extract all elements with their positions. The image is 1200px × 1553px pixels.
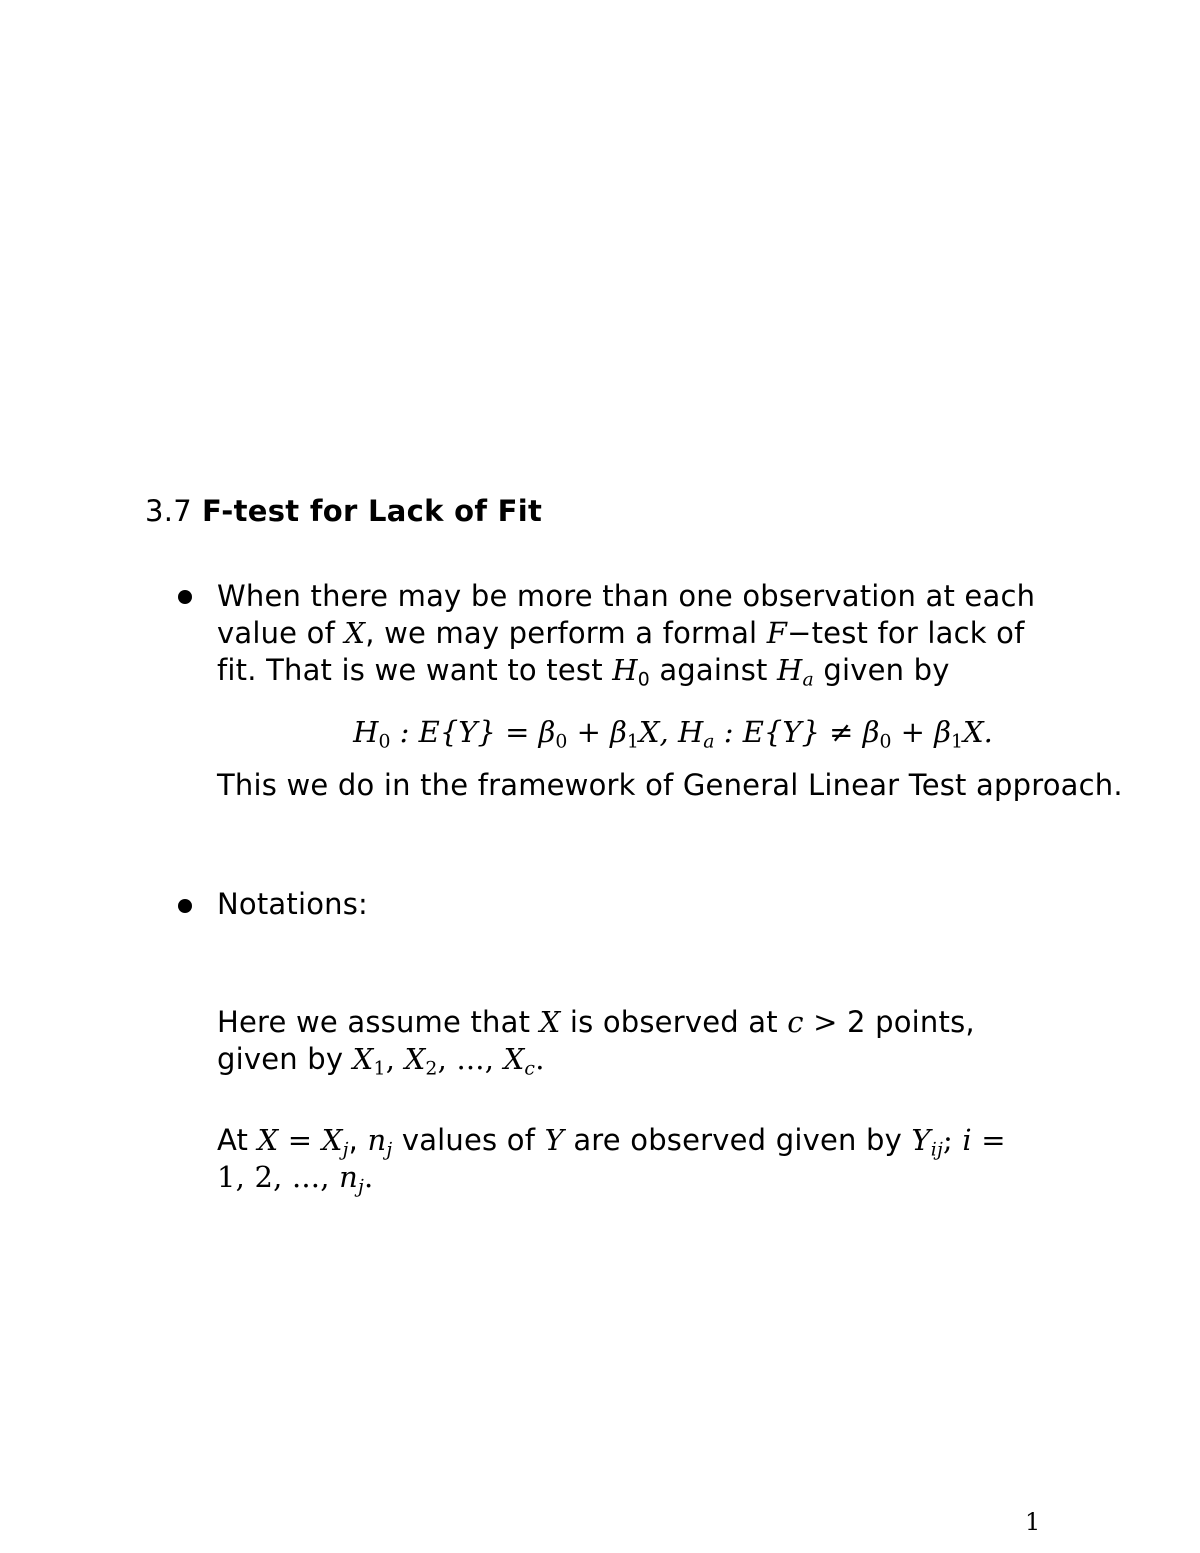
bullet-1-line-3: fit. That is we want to test $H_0$ against $H_a$ given by [217, 653, 950, 691]
bullet-dot-1 [178, 590, 192, 604]
notations-label: Notations: [217, 887, 369, 921]
observations-paragraph [217, 1122, 1129, 1196]
bullet-1-line-2: value of X, we may perform a formal F−test for lack of [217, 616, 1025, 650]
bullet-1-text [217, 578, 1129, 689]
assumption-line-1: Here we assume that X is observed at c > 2 points, [217, 1005, 975, 1039]
framework-paragraph: This we do in the framework of General Linear Test approach. [217, 768, 1123, 802]
page-number: 1 [1025, 1508, 1041, 1536]
section-number: 3.7 [145, 494, 193, 528]
observations-line-2: 1, 2, ..., $n_j$. [217, 1160, 374, 1198]
section-heading [145, 494, 542, 528]
section-title: F-test for Lack of Fit [202, 494, 543, 528]
assumption-paragraph [217, 1004, 1129, 1078]
hypothesis-equation: $H_0$ : $E\{Y\} = \beta_0 + \beta_1X$, $H_a$ : $E\{Y\} \ne \beta_0 + \beta_1X$. [353, 715, 993, 753]
bullet-dot-2 [178, 899, 192, 913]
assumption-line-2: given by $X_1$, $X_2$, ..., $X_c$. [217, 1042, 545, 1080]
bullet-1-line-1: When there may be more than one observation at each [217, 579, 1036, 613]
observations-line-1: At $X = X_j$, $n_j$ values of Y are observed given by $Y_{ij}$; i = [217, 1123, 1006, 1161]
